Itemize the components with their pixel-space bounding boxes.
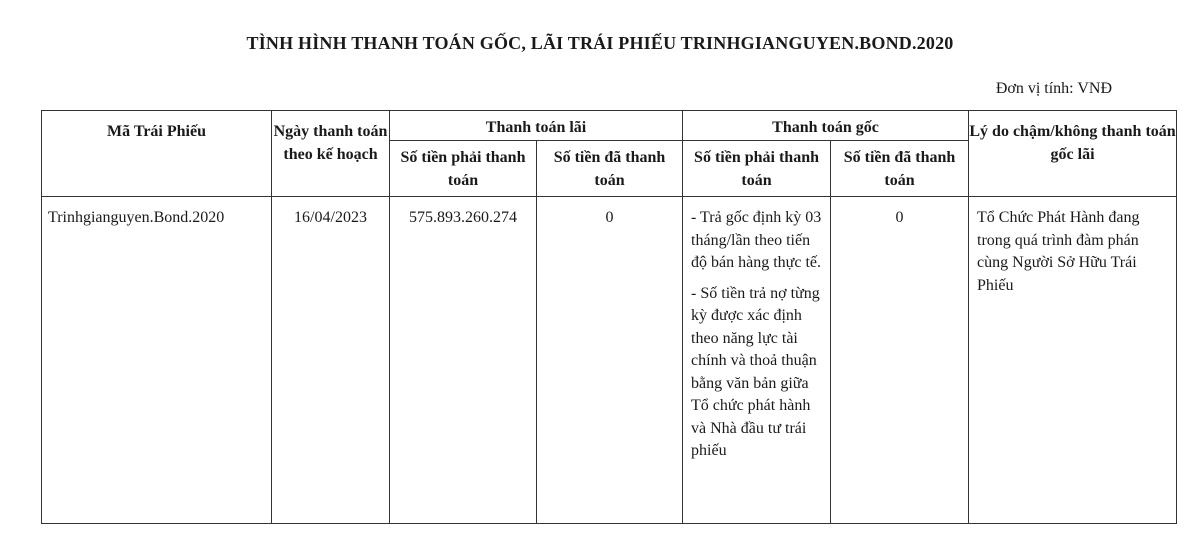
- header-planned-date: Ngày thanh toán theo kế hoạch: [272, 111, 390, 197]
- cell-reason: Tổ Chức Phát Hành đang trong quá trình đàm phán cùng Người Sở Hữu Trái Phiếu: [969, 197, 1177, 524]
- header-interest-payment: Thanh toán lãi: [390, 111, 683, 141]
- cell-planned-date: 16/04/2023: [272, 197, 390, 524]
- header-bond-code: Mã Trái Phiếu: [42, 111, 272, 197]
- cell-principal-due: [683, 197, 831, 524]
- principal-note-schedule: - Trả gốc định kỳ 03 tháng/lần theo tiến độ bán hàng thực tế.: [691, 209, 822, 271]
- header-principal-amount-due: Số tiền phải thanh toán: [683, 141, 831, 197]
- document-title: TÌNH HÌNH THANH TOÁN GỐC, LÃI TRÁI PHIẾU TRINHGIANGUYEN.BOND.2020: [246, 33, 954, 53]
- header-reason: Lý do chậm/không thanh toán gốc lãi: [969, 111, 1177, 197]
- cell-interest-paid: 0: [537, 197, 683, 524]
- header-principal-payment: Thanh toán gốc: [683, 111, 969, 141]
- cell-bond-code: Trinhgianguyen.Bond.2020: [42, 197, 272, 524]
- table-row: [42, 197, 1177, 524]
- currency-unit: Đơn vị tính: VNĐ: [995, 80, 1112, 97]
- cell-principal-paid: 0: [831, 197, 969, 524]
- header-interest-amount-due: Số tiền phải thanh toán: [390, 141, 537, 197]
- cell-interest-due: 575.893.260.274: [390, 197, 537, 524]
- header-interest-amount-paid: Số tiền đã thanh toán: [537, 141, 683, 197]
- principal-note-amount: - Số tiền trả nợ từng kỳ được xác định theo năng lực tài chính và thoả thuận bằng văn bản giữa Tổ chức phát hành và Nhà đầu tư trái phiếu: [691, 284, 820, 459]
- header-principal-amount-paid: Số tiền đã thanh toán: [831, 141, 969, 197]
- payment-status-table: [41, 110, 1177, 524]
